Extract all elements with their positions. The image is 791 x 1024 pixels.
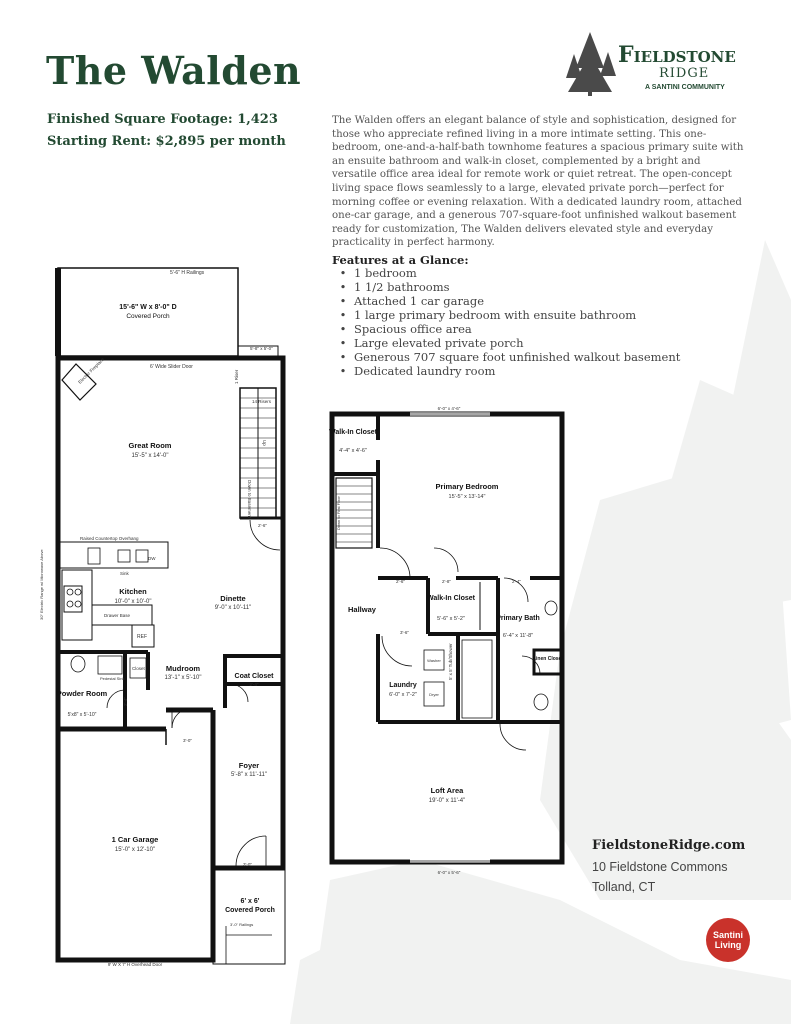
dinette-dim: 9'-0" x 10'-11"	[214, 605, 252, 611]
features-heading: Features at a Glance:	[332, 253, 469, 267]
entry-door-label: 3'-0"	[243, 862, 252, 867]
covered-porch-name: 15'-6" W x 8'-0" D	[119, 304, 177, 311]
range-label: 30" Electric Range w/ Microwave Above	[39, 549, 44, 620]
door-26-label: 2'-6"	[396, 579, 405, 584]
front-porch-name: 6' x 6'	[240, 898, 260, 905]
address-line-1: 10 Fieldstone Commons	[592, 860, 728, 874]
stair-up-label: Up	[262, 440, 267, 446]
website-link[interactable]: FieldstoneRidge.com	[592, 838, 746, 853]
washer-label: Washer	[427, 658, 441, 663]
description: The Walden offers an elegant balance of style and sophistication, designed for those who appreciate refined living in a more intimate setting. This one-bedroom, one-and-a-half-bath townhome features a spacious primary suite with an ensuite bathroom and walk-in closet, complemented by a bright and versatile office area ideal for remote work or quiet retreat. The open-concept living space flows seamlessly to a large, elevated private porch—perfect for morning coffee or evening relaxation. With a dedicated laundry room, attached one-car garage, and a generous 707-square-foot unfinished walkout basement ready for customization, The Walden delivers elevated style and everyday practicality in perfect harmony.	[332, 115, 744, 249]
feature-item: • Spacious office area	[332, 322, 680, 336]
feature-item: • Generous 707 square foot unfinished walkout basement	[332, 350, 680, 364]
door-28-label: 2'-8"	[442, 579, 451, 584]
logo-tagline: A SANTINI COMMUNITY	[645, 84, 725, 91]
hallway-name: Hallway	[348, 605, 376, 614]
door-36-label: 3'-6"	[400, 630, 409, 635]
tub-label: 5' x 5' Tub/Shower	[448, 643, 453, 680]
primary-bedroom-name: Primary Bedroom	[435, 482, 499, 491]
logo-sub: RIDGE	[659, 66, 710, 81]
stair-down-label: Down to Basement	[247, 480, 252, 519]
walkin-closet-2-dim: 5'-6" x 5'-2"	[437, 616, 465, 622]
front-railings-label: 3'-0" Railings	[230, 922, 254, 927]
feature-item: • 1 1/2 bathrooms	[332, 280, 680, 294]
porch-step-label: 5'-8" x 5'-0"	[250, 346, 273, 351]
foyer-name: Foyer	[238, 761, 260, 770]
linen-closet-label: Linen Closet	[532, 656, 564, 662]
primary-bedroom-dim: 15'-5" x 13'-14"	[448, 494, 486, 500]
powder-door-label: 2'-4"	[123, 697, 128, 706]
dinette-name: Dinette	[220, 594, 246, 603]
mudroom-door-label: 3'-0"	[183, 738, 192, 743]
feature-item: • 1 large primary bedroom with ensuite bathroom	[332, 308, 680, 322]
mudroom-name: Mudroom	[165, 664, 201, 673]
walkin-closet-2-name: Walk-In Closet	[427, 595, 475, 602]
walkin-closet-1-name: Walk-In Closet	[329, 429, 377, 436]
laundry-dim: 6'-0" x 7'-2"	[389, 692, 417, 698]
railings-label: 5'-6" H Railings	[170, 270, 205, 276]
slider-door-label: 6' Wide Slider Door	[150, 364, 193, 370]
badge-line-1: Santini	[712, 930, 743, 940]
garage-dim: 15'-0" x 12'-10"	[114, 847, 156, 853]
garage-door-label: 9' W X 7' H Overhead Door	[107, 962, 163, 967]
foyer-dim: 5'-8" x 11'-11"	[230, 772, 268, 778]
primary-bath-dim: 6'-4" x 11'-8"	[502, 633, 534, 639]
coat-closet-dim: 2'-4"	[249, 682, 259, 687]
loft-dim: 19'-0" x 11'-4"	[428, 798, 466, 804]
pedestal-sink-label: Pedestal Sink	[100, 676, 125, 681]
loft-name: Loft Area	[430, 786, 464, 795]
laundry-name: Laundry	[389, 682, 417, 689]
address-line-2: Tolland, CT	[592, 880, 656, 894]
dryer-label: Dryer	[429, 692, 439, 697]
santini-living-badge	[706, 918, 750, 962]
kitchen-name: Kitchen	[119, 587, 147, 596]
kitchen-dim: 10'-0" x 10'-0"	[114, 599, 152, 605]
starting-rent: Starting Rent: $2,895 per month	[47, 134, 286, 149]
ref-label: REF	[137, 634, 147, 640]
sink-label: Sink	[120, 571, 129, 576]
dw-label: DW	[148, 556, 156, 561]
great-room-dim: 15'-5" x 14'-0"	[131, 453, 169, 459]
feature-item: • Dedicated laundry room	[332, 364, 680, 378]
great-room-name: Great Room	[128, 441, 172, 450]
mudroom-dim: 13'-1" x 5'-10"	[164, 675, 202, 681]
feature-item: • Large elevated private porch	[332, 336, 680, 350]
counter-label: Raised Countertop Overhang	[80, 536, 139, 541]
garage-name: 1 Car Garage	[111, 835, 159, 844]
risers-side-label: 1 Riser	[234, 369, 239, 384]
coat-closet-name: Coat Closet	[234, 673, 274, 680]
feature-item: • Attached 1 car garage	[332, 294, 680, 308]
fireplace-label: Electric Fireplace	[77, 356, 106, 385]
closet-label: Closet	[132, 666, 145, 671]
covered-porch-sub: Covered Porch	[126, 313, 170, 320]
front-porch-sub: Covered Porch	[225, 907, 275, 914]
stair-door-label: 2'-6"	[258, 523, 267, 528]
risers-top-label: 14 Risers	[252, 399, 272, 404]
powder-room-name: Powder Room	[56, 689, 108, 698]
square-footage: Finished Square Footage: 1,423	[47, 112, 278, 127]
window-top-label: 6'-0" x 4'-6"	[437, 406, 461, 411]
walkin-closet-1-dim: 4'-4" x 4'-6"	[339, 448, 367, 454]
primary-bath-name: Primary Bath	[496, 615, 540, 622]
badge-line-2: Living	[714, 940, 742, 950]
door-24-label: 2'-4"	[512, 579, 521, 584]
stair-down-label: Down to First Floor	[336, 496, 341, 530]
feature-item: • 1 bedroom	[332, 266, 680, 280]
logo-name: Fieldstone	[618, 42, 736, 68]
page-title: The Walden	[46, 48, 302, 93]
powder-room-dim: 5'x8" x 5'-10"	[67, 712, 97, 718]
drawer-base-label: Drawer Base	[104, 613, 131, 618]
window-bottom-label: 6'-0" x 5'-6"	[437, 870, 461, 875]
